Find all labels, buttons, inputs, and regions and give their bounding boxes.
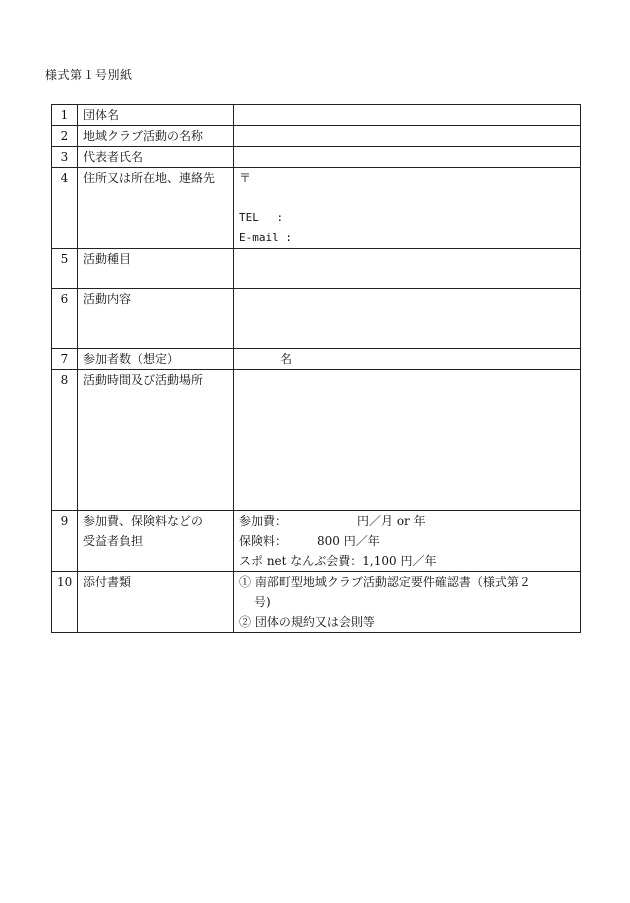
- table-row: [52, 511, 581, 572]
- row-label-activity-content: 活動内容: [78, 289, 234, 349]
- email-label: E-mail :: [239, 231, 292, 244]
- participants-field[interactable]: [234, 349, 581, 370]
- postal-mark: 〒: [239, 171, 252, 185]
- address-contact-field[interactable]: [234, 168, 581, 249]
- row-number: 3: [52, 147, 78, 168]
- row-label-time-place: 活動時間及び活動場所: [78, 370, 234, 511]
- table-row: [52, 249, 581, 289]
- time-place-field[interactable]: [234, 370, 581, 511]
- insurance-label: 保険料：: [239, 534, 288, 548]
- row-number: 2: [52, 126, 78, 147]
- row-label-activity-type: 活動種目: [78, 249, 234, 289]
- table-row: [52, 126, 581, 147]
- table-row: [52, 105, 581, 126]
- fees-label-line1: 参加費、保険料などの: [83, 514, 204, 528]
- fees-label-line2: 受益者負担: [83, 534, 144, 548]
- row-label-representative: 代表者氏名: [78, 147, 234, 168]
- group-name-field[interactable]: [234, 105, 581, 126]
- fee-line: [239, 511, 575, 531]
- insurance-value: 800 円／年: [317, 534, 380, 548]
- row-label-group-name: 団体名: [78, 105, 234, 126]
- participants-unit: 名: [280, 352, 293, 366]
- row-number: 7: [52, 349, 78, 370]
- membership-fee: スポ net なんぶ会費：1,100 円／年: [239, 554, 437, 568]
- attachment-item-1-cont: 号): [254, 595, 271, 609]
- table-row: [52, 349, 581, 370]
- fees-field[interactable]: [234, 511, 581, 572]
- representative-field[interactable]: [234, 147, 581, 168]
- fee-unit: 円／月 or 年: [357, 514, 426, 528]
- tel-label: TEL :: [239, 211, 284, 224]
- row-label-attachments: 添付書類: [78, 572, 234, 633]
- activity-type-field[interactable]: [234, 249, 581, 289]
- row-label-fees: [78, 511, 234, 572]
- row-label-club-name: 地域クラブ活動の名称: [78, 126, 234, 147]
- row-number: 9: [52, 511, 78, 572]
- table-row: [52, 289, 581, 349]
- table-row: [52, 370, 581, 511]
- row-number: 5: [52, 249, 78, 289]
- row-label-participants: 参加者数（想定）: [78, 349, 234, 370]
- table-row: [52, 572, 581, 633]
- form-title: 様式第１号別紙: [45, 68, 133, 82]
- row-number: 10: [52, 572, 78, 633]
- row-label-address: 住所又は所在地、連絡先: [78, 168, 234, 249]
- attachment-item-2: ② 団体の規約又は会則等: [239, 615, 375, 629]
- row-number: 4: [52, 168, 78, 249]
- attachment-item-1: ① 南部町型地域クラブ活動認定要件確認書（様式第２: [239, 575, 531, 589]
- table-row: [52, 168, 581, 249]
- club-name-field[interactable]: [234, 126, 581, 147]
- row-number: 1: [52, 105, 78, 126]
- attachments-field: [234, 572, 581, 633]
- activity-content-field[interactable]: [234, 289, 581, 349]
- table-row: [52, 147, 581, 168]
- row-number: 8: [52, 370, 78, 511]
- fee-label: 参加費：: [239, 514, 288, 528]
- application-form-table: [51, 104, 581, 633]
- row-number: 6: [52, 289, 78, 349]
- insurance-line: [239, 531, 575, 551]
